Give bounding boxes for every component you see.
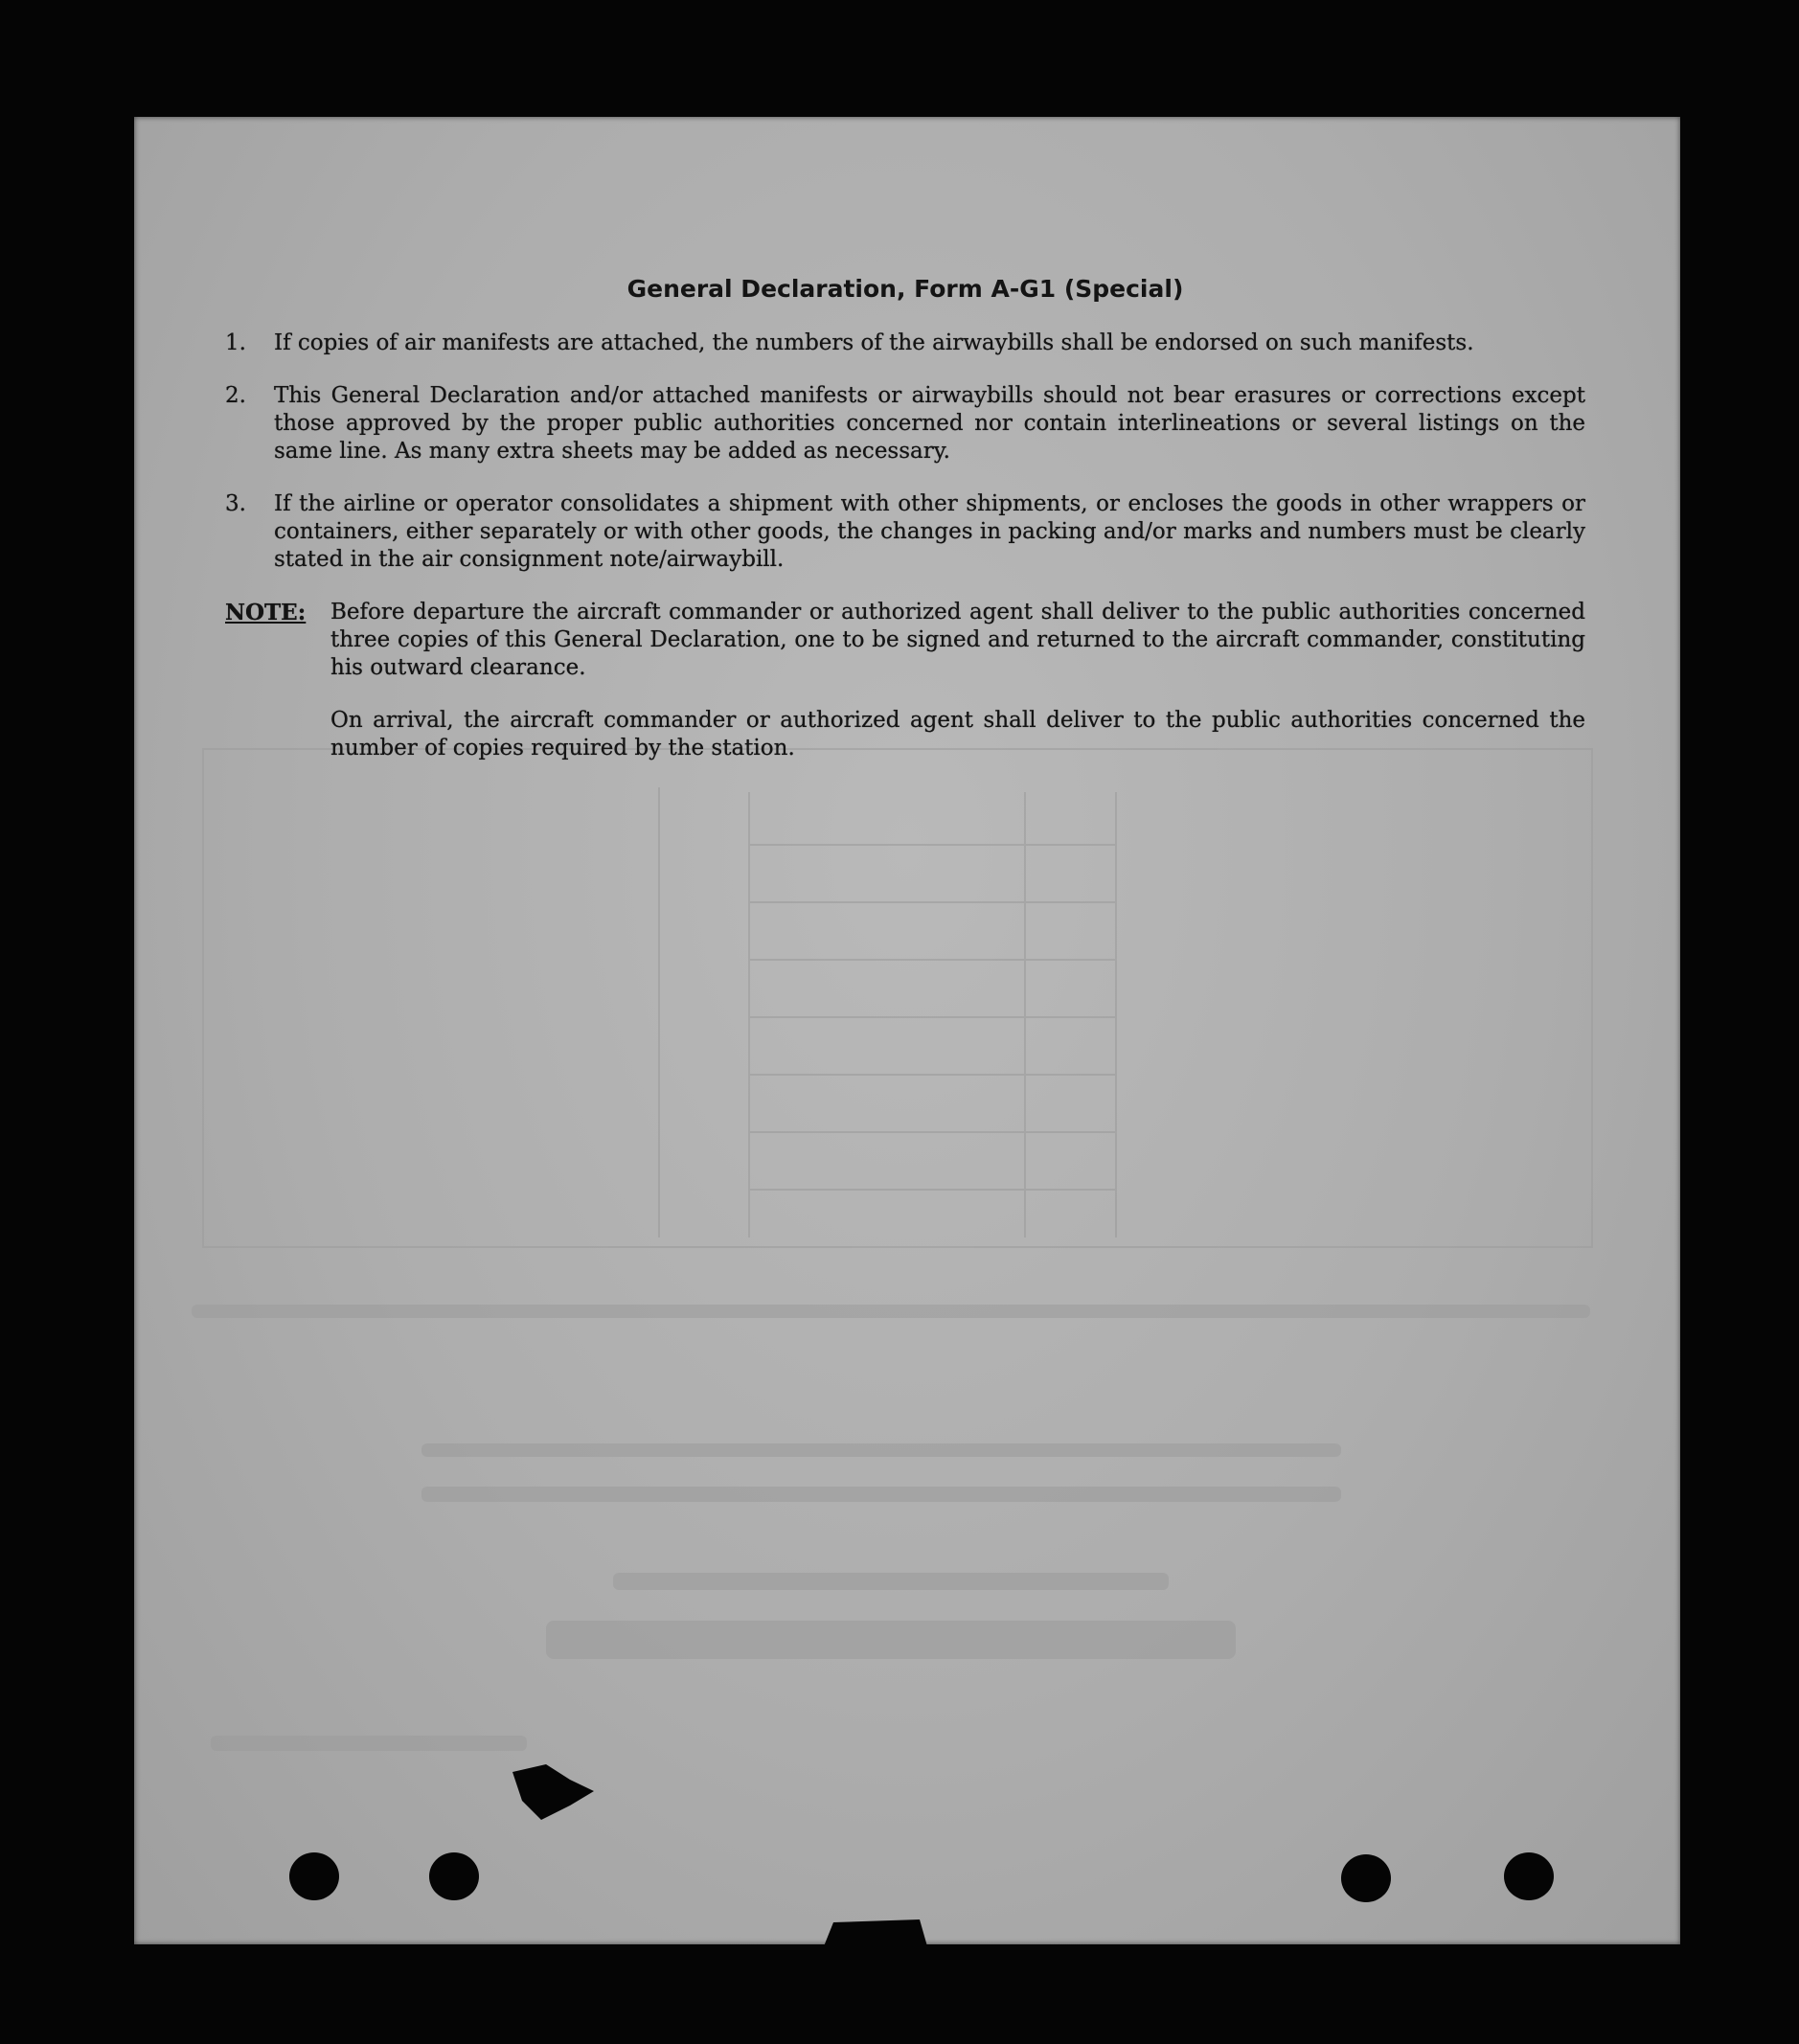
arrival-paragraph: On arrival, the aircraft commander or authorized agent shall deliver to the public authorities concerned the number of copies required by the station. — [330, 708, 1585, 761]
item-number: 1. — [225, 330, 246, 355]
instruction-item-1 — [225, 329, 1585, 357]
punch-hole — [1341, 1854, 1391, 1902]
item-text: If copies of air manifests are attached, the numbers of the airwaybills shall be endorsed on such manifests. — [274, 330, 1474, 355]
item-text: If the airline or operator consolidates a shipment with other shipments, or encloses the goods in other wrappers or containers, either separately or with other goods, the changes in packing and/or marks and numbers must be clearly stated in the air consignment note/airwaybill. — [274, 491, 1585, 572]
punch-hole — [289, 1852, 339, 1900]
instruction-item-3 — [225, 490, 1585, 574]
note-text: Before departure the aircraft commander or authorized agent shall deliver to the public authorities concerned three copies of this General Declaration, one to be signed and returned to the aircraft commander, constituting his outward clearance. — [330, 600, 1585, 680]
document-title: General Declaration, Form A-G1 (Special) — [626, 275, 1184, 303]
instruction-item-2 — [225, 382, 1585, 466]
note-label: NOTE: — [225, 600, 307, 625]
item-number: 2. — [225, 383, 246, 408]
document-page — [134, 117, 1680, 1944]
item-text: This General Declaration and/or attached manifests or airwaybills should not bear erasures or corrections except those approved by the proper public authorities concerned nor contain interlineations or several listings on the same line. As many extra sheets may be added as necessary. — [274, 383, 1585, 464]
punch-hole — [429, 1852, 479, 1900]
note-block — [225, 599, 1585, 682]
paper-tear — [503, 1762, 599, 1829]
document-body — [225, 275, 1585, 762]
item-number: 3. — [225, 491, 246, 516]
punch-hole — [1504, 1852, 1554, 1900]
paper-notch — [824, 1918, 929, 1946]
